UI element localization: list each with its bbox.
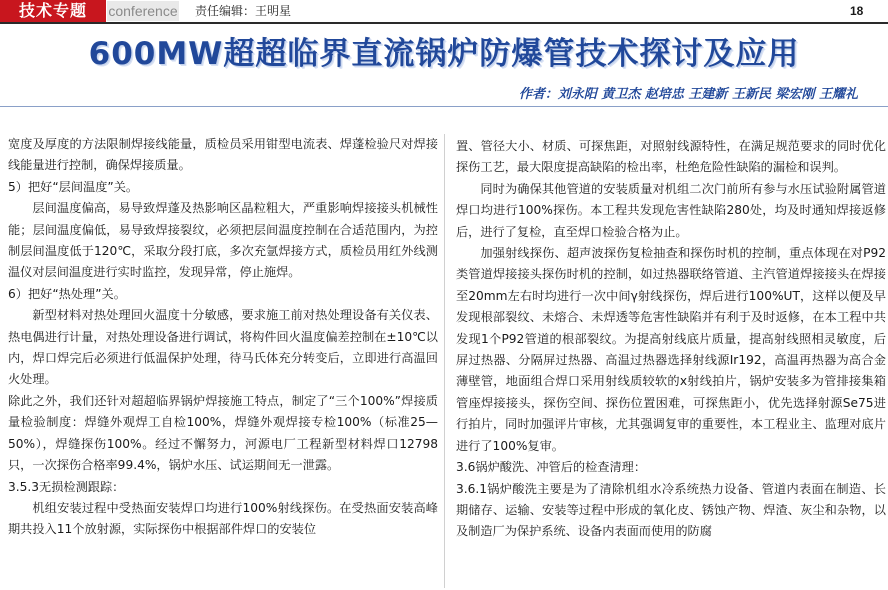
paragraph: 3.6.1锅炉酸洗主要是为了清除机组水冷系统热力设备、管道内表面在制造、长期储存、运输、安装等过程中形成的氧化皮、锈蚀产物、焊渣、灰尘和杂物，以及制造厂为保护系统、设备内表面而使用的防腐	[456, 481, 886, 539]
paragraph: 层间温度偏高，易导致焊蓬及热影响区晶粒粗大，严重影响焊接接头机械性能；层间温度偏低，易导致焊接裂纹，必须把层间温度控制在合适范围内，为控制层间温度低于120℃，采取分段打底，多次充氩焊接方式，质检员用红外线测温仪对层间温度进行实时监控，发现异常，停止施焊。	[8, 201, 438, 280]
paragraph: 机组安装过程中受热面安装焊口均进行100%射线探伤。在受热面安装高峰期共投入11个放射源，实际探伤中根据部件焊口的安装位	[8, 500, 438, 537]
page-header	[0, 0, 888, 24]
paragraph: 置、管径大小、材质、可探焦距，对照射线源特性，在满足规范要求的同时优化探伤工艺，最大限度提高缺陷的检出率，杜绝危险性缺陷的漏检和误判。	[456, 139, 886, 175]
subheading: 5）把好“层间温度”关。	[8, 179, 139, 194]
article-authors: 作者：刘永阳 黄卫杰 赵培忠 王建新 王新民 梁宏刚 王耀礼	[518, 87, 858, 102]
article-title: 600MW超超临界直流锅炉防爆管技术探讨及应用	[88, 36, 800, 72]
subheading: 3.5.3无损检测跟踪：	[8, 479, 125, 494]
section-english-label: conference	[108, 3, 178, 19]
paragraph: 同时为确保其他管道的安装质量对机组二次门前所有参与水压试验附属管道焊口均进行100%探伤。本工程共发现危害性缺陷280处，均及时通知焊接返修后，进行了复检，直至焊口检验合格为止。	[456, 181, 886, 239]
left-text-column	[8, 134, 438, 588]
paragraph: 加强射线探伤、超声波探伤复检抽查和探伤时机的控制，重点体现在对P92类管道焊接接头探伤时机的控制，如过热器联络管道、主汽管道焊接接头在焊接至20mm左右时均进行一次中间γ射线探伤，焊后进行100%UT，这样以便及早发现根部裂纹、未熔合、未焊透等危害性缺陷并有利于及时返修，在本工程中共发现1个P92管道的根部裂纹。为提高射线底片质量，提高射线照相灵敏度，后屏过热器、分隔屏过热器、高温过热器选择射线源Ir192，高温再热器为高合金薄壁管，地面组合焊口采用射线质较软的x射线拍片，锅炉安装多为管排接集箱管座焊接接头，探伤空间、探伤位置困难，可探焦距小，优先选择射源Se75进行拍片，同时加强评片审核，尤其强调复审的重要性，本工程业主、监理对底片进行了100%复审。	[456, 246, 886, 453]
title-divider	[0, 106, 888, 107]
subheading: 6）把好“热处理”关。	[8, 286, 126, 301]
paragraph: 宽度及厚度的方法限制焊接线能量，质检员采用钳型电流表、焊蓬检验尺对焊接线能量进行控制，确保焊接质量。	[8, 137, 438, 173]
editor-credit: 责任编辑：王明星	[195, 4, 292, 18]
column-divider	[444, 134, 445, 588]
section-badge: 技术专题	[0, 0, 106, 22]
paragraph: 新型材料对热处理回火温度十分敏感，要求施工前对热处理设备有关仪表、热电偶进行计量，对热处理设备进行调试，将构件回火温度偏差控制在±10℃以内，焊口焊完后必须进行低温保护处理，待马氏体充分转变后，立即进行高温回火处理。	[8, 308, 438, 387]
subheading: 3.6锅炉酸洗、冲管后的检查清理：	[456, 460, 647, 475]
paragraph: 除此之外，我们还针对超超临界锅炉焊接施工特点，制定了“三个100%”焊接质量检验制度：焊缝外观焊工自检100%，焊缝外观焊接专检100%（标准25—50%），焊缝探伤100%。经过不懈努力，河源电厂工程新型材料焊口12798只，一次探伤合格率99.4%，锅炉水压、试运期间无一泄露。	[8, 393, 438, 473]
header-divider	[0, 22, 888, 24]
right-text-column	[456, 136, 886, 590]
page-number: 18	[850, 4, 864, 18]
